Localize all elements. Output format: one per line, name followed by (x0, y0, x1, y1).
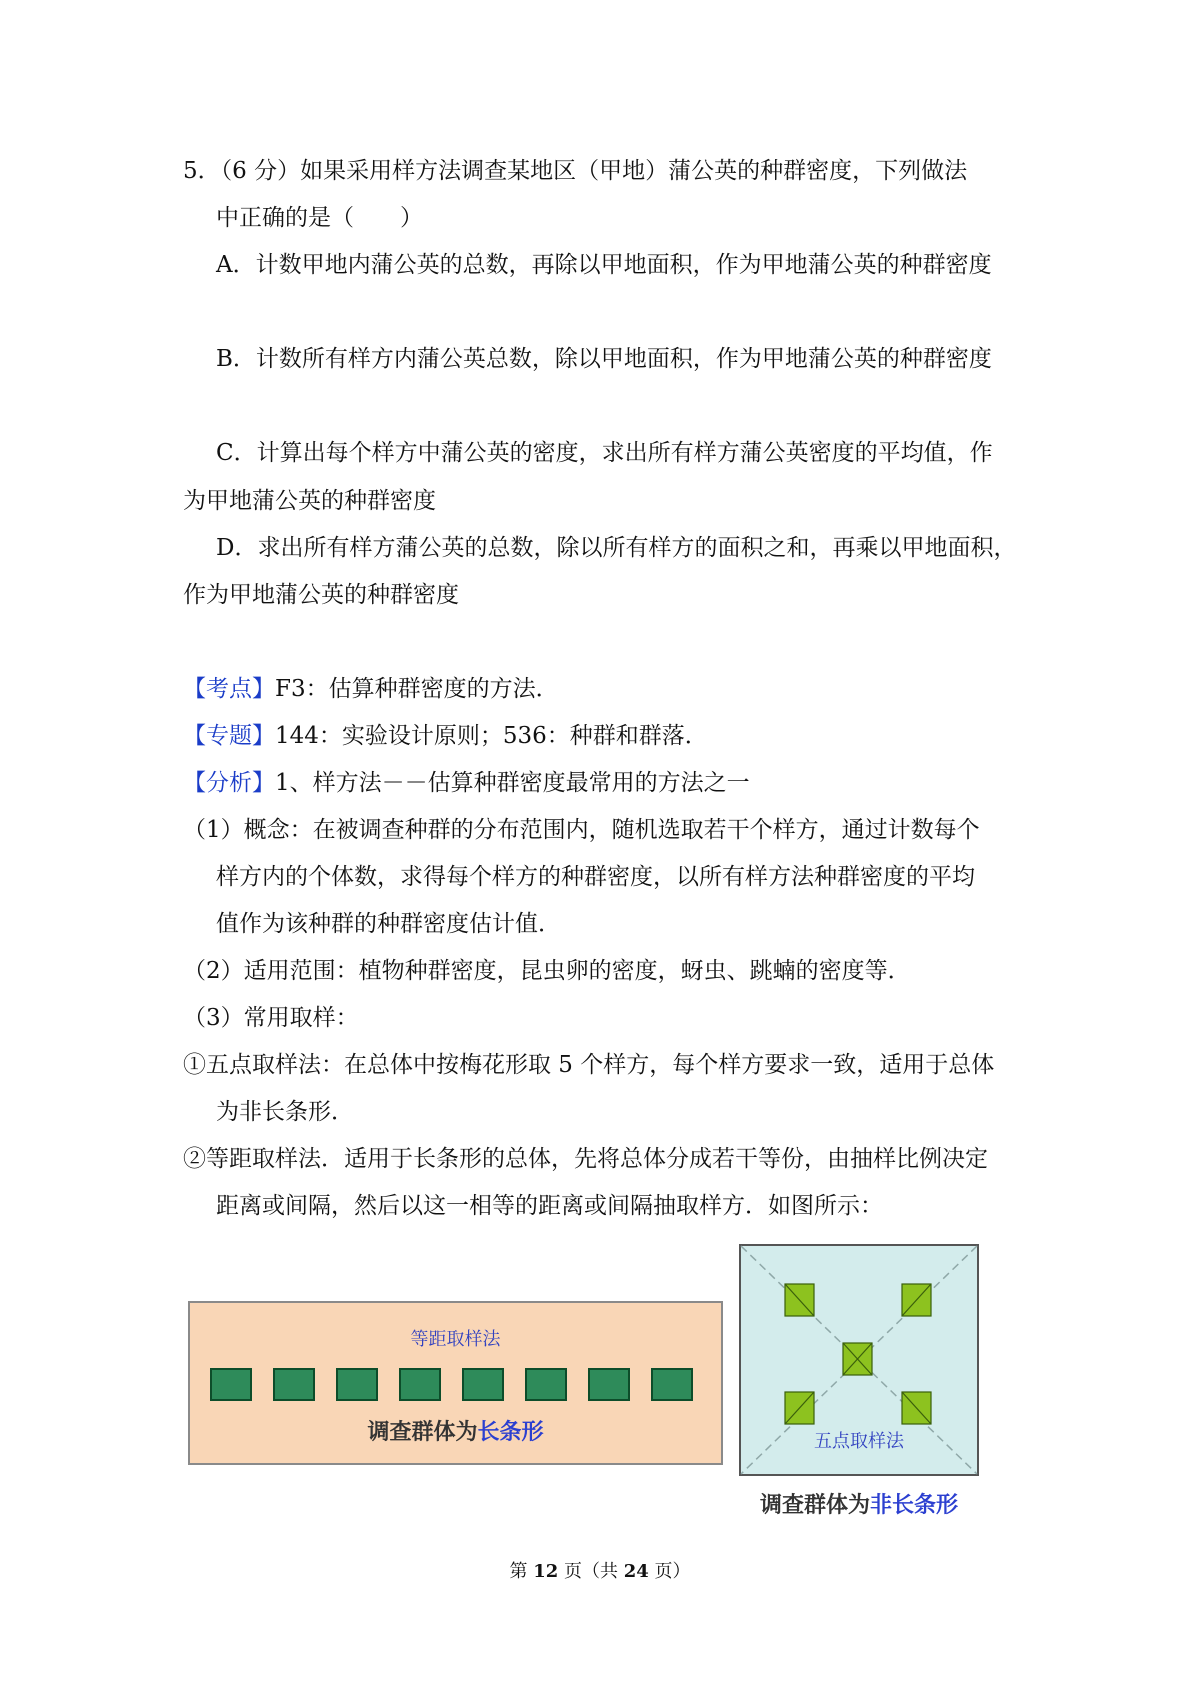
sample-plot (525, 1368, 567, 1401)
equidistant-sampling-figure (188, 1301, 723, 1465)
equidistant-figure-title: 等距取样法 (410, 1329, 501, 1350)
sample-plot (273, 1368, 315, 1401)
fenxi-line (183, 768, 750, 798)
concept-line2: 样方内的个体数，求得每个样方的种群密度，以所有样方法种群密度的平均 (216, 864, 975, 890)
option-c-line2: 为甲地蒲公英的种群密度 (183, 488, 436, 514)
fenxi-tag: 【分析】 (183, 770, 275, 796)
page-number: 12 (533, 1561, 559, 1582)
zhuanti-text: 144：实验设计原则；536：种群和群落． (275, 723, 708, 749)
sample-plot (336, 1368, 378, 1401)
scope-line: （2）适用范围：植物种群密度，昆虫卵的密度，蚜虫、跳蝻的密度等． (183, 958, 911, 984)
zhuanti-line (183, 721, 708, 751)
strip-caption-highlight: 长条形 (477, 1420, 544, 1445)
equidistant-figure-caption (190, 1415, 721, 1446)
kaodian-text: F3：估算种群密度的方法． (275, 676, 559, 702)
question-stem-line2: 中正确的是（ ） (216, 205, 423, 231)
footer-prefix: 第 (509, 1561, 534, 1582)
sample-plot (588, 1368, 630, 1401)
option-d-line1: D．求出所有样方蒲公英的总数，除以所有样方的面积之和，再乘以甲地面积， (216, 535, 1017, 561)
equidistant-line1: ②等距取样法．适用于长条形的总体，先将总体分成若干等份，由抽样比例决定 (183, 1146, 988, 1172)
concept-line1: （1）概念：在被调查种群的分布范围内，随机选取若干个样方，通过计数每个 (183, 817, 980, 843)
five-point-figure-caption (739, 1488, 979, 1519)
square-caption-prefix: 调查群体为 (759, 1493, 870, 1518)
total-pages: 24 (623, 1561, 649, 1582)
zhuanti-tag: 【专题】 (183, 723, 275, 749)
sample-plot (651, 1368, 693, 1401)
option-b: B．计数所有样方内蒲公英总数，除以甲地面积，作为甲地蒲公英的种群密度 (216, 346, 992, 372)
sample-plot (210, 1368, 252, 1401)
kaodian-line (183, 674, 559, 704)
page-footer (0, 1557, 1200, 1583)
kaodian-tag: 【考点】 (183, 676, 275, 702)
five-point-line1: ①五点取样法：在总体中按梅花形取 5 个样方，每个样方要求一致，适用于总体 (183, 1052, 995, 1078)
fenxi-text: 1、样方法－－估算种群密度最常用的方法之一 (275, 770, 750, 796)
concept-line3: 值作为该种群的种群密度估计值． (216, 911, 561, 937)
five-point-figure-title: 五点取样法 (814, 1431, 904, 1452)
footer-middle: 页（共 (558, 1561, 624, 1582)
sample-plot (462, 1368, 504, 1401)
square-caption-highlight: 非长条形 (870, 1493, 959, 1518)
sample-plot (399, 1368, 441, 1401)
question-stem-line1: 5．（6 分）如果采用样方法调查某地区（甲地）蒲公英的种群密度，下列做法 (183, 158, 968, 184)
option-c-line1: C．计算出每个样方中蒲公英的密度，求出所有样方蒲公英密度的平均值，作 (216, 440, 993, 466)
footer-suffix: 页） (648, 1561, 691, 1582)
option-a: A．计数甲地内蒲公英的总数，再除以甲地面积，作为甲地蒲公英的种群密度 (216, 252, 992, 278)
option-d-line2: 作为甲地蒲公英的种群密度 (183, 582, 459, 608)
five-point-line2: 为非长条形． (216, 1099, 354, 1125)
strip-caption-prefix: 调查群体为 (367, 1420, 478, 1445)
equidistant-line2: 距离或间隔，然后以这一相等的距离或间隔抽取样方．如图所示： (216, 1193, 883, 1219)
five-point-sampling-figure (739, 1244, 979, 1476)
sampling-heading: （3）常用取样： (183, 1005, 359, 1031)
